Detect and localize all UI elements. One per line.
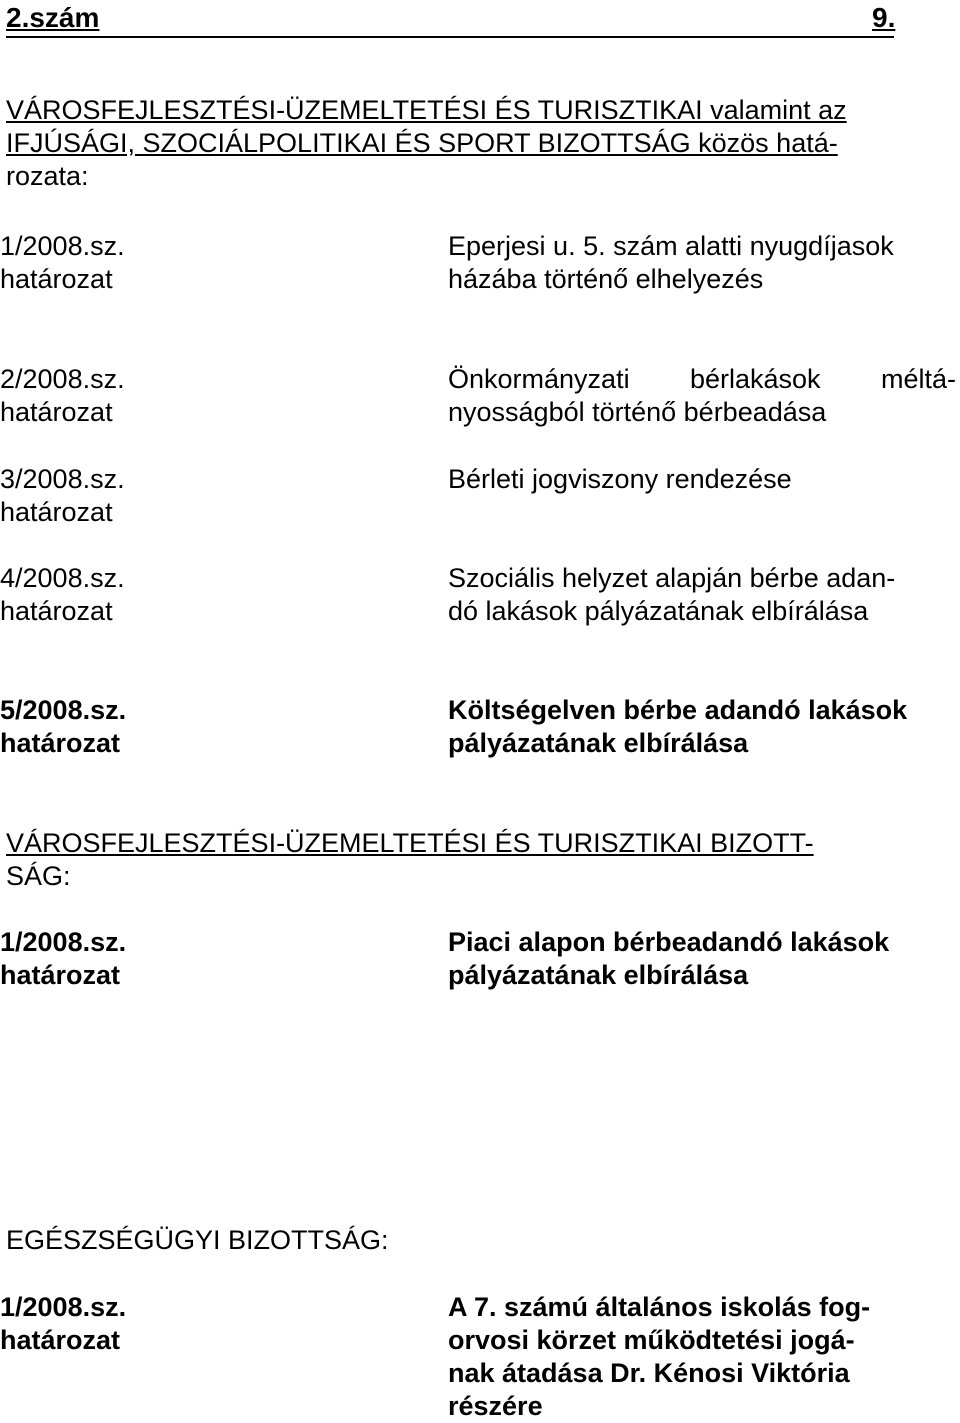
section-title-urban-committee — [6, 827, 906, 893]
resolution-subject — [448, 363, 956, 429]
resolution-number-text: 2/2008.sz. — [0, 364, 125, 394]
resolution-subject — [448, 230, 956, 296]
resolution-number-text: 3/2008.sz. — [0, 464, 125, 494]
section-title-line: VÁROSFEJLESZTÉSI-ÜZEMELTETÉSI ÉS TURISZTIKAI BIZOTT- — [6, 828, 814, 858]
resolution-subject — [448, 1291, 956, 1423]
resolution-number — [0, 926, 300, 992]
subject-line: nyosságból történő bérbeadása — [448, 397, 827, 427]
resolution-subject — [448, 694, 956, 760]
subject-line: házába történő elhelyezés — [448, 264, 764, 294]
resolution-number-text: 1/2008.sz. — [0, 231, 125, 261]
section-title-line: EGÉSZSÉGÜGYI BIZOTTSÁG: — [6, 1225, 389, 1255]
subject-line: nak átadása Dr. Kénosi Viktória — [448, 1358, 850, 1388]
resolution-subject — [448, 926, 956, 992]
section-title-health-committee — [6, 1224, 906, 1257]
subject-line: Bérleti jogviszony rendezése — [448, 464, 792, 494]
subject-line: A 7. számú általános iskolás fog- — [448, 1292, 871, 1322]
resolution-label: határozat — [0, 596, 113, 626]
resolution-number — [0, 463, 300, 529]
page-number: 9. — [872, 2, 896, 33]
section-title-line: SÁG: — [6, 861, 71, 891]
section-title-line: VÁROSFEJLESZTÉSI-ÜZEMELTETÉSI ÉS TURISZTIKAI valamint az — [6, 95, 847, 125]
issue-number: 2.szám — [6, 2, 100, 33]
resolution-subject — [448, 463, 956, 496]
subject-line: dó lakások pályázatának elbírálása — [448, 596, 869, 626]
resolution-label: határozat — [0, 960, 121, 990]
subject-line: pályázatának elbírálása — [448, 728, 749, 758]
resolution-number — [0, 1291, 300, 1357]
subject-line: Piaci alapon bérbeadandó lakások — [448, 927, 890, 957]
resolution-number-text: 1/2008.sz. — [0, 1292, 127, 1322]
page-header — [0, 0, 960, 40]
subject-line: pályázatának elbírálása — [448, 960, 749, 990]
subject-line: Szociális helyzet alapján bérbe adan- — [448, 563, 896, 593]
section-title-line: IFJÚSÁGI, SZOCIÁLPOLITIKAI ÉS SPORT BIZOTTSÁG közös hatá- — [6, 128, 838, 158]
resolution-number-text: 4/2008.sz. — [0, 563, 125, 593]
section-title-line: rozata: — [6, 161, 89, 191]
subject-line: részére — [448, 1391, 543, 1421]
subject-line: Költségelven bérbe adandó lakások — [448, 695, 908, 725]
resolution-number-text: 1/2008.sz. — [0, 927, 127, 957]
resolution-number — [0, 230, 300, 296]
subject-line: Önkormányzati bérlakások méltá- — [448, 364, 956, 394]
section-title-joint-committee — [6, 94, 906, 193]
resolution-number — [0, 363, 300, 429]
resolution-label: határozat — [0, 264, 113, 294]
subject-line: orvosi körzet működtetési jogá- — [448, 1325, 855, 1355]
resolution-number-text: 5/2008.sz. — [0, 695, 127, 725]
subject-line: Eperjesi u. 5. szám alatti nyugdíjasok — [448, 231, 894, 261]
resolution-subject — [448, 562, 956, 628]
resolution-label: határozat — [0, 728, 121, 758]
header-rule — [6, 36, 894, 38]
resolution-label: határozat — [0, 497, 113, 527]
resolution-number — [0, 562, 300, 628]
resolution-label: határozat — [0, 397, 113, 427]
resolution-label: határozat — [0, 1325, 121, 1355]
resolution-number — [0, 694, 300, 760]
